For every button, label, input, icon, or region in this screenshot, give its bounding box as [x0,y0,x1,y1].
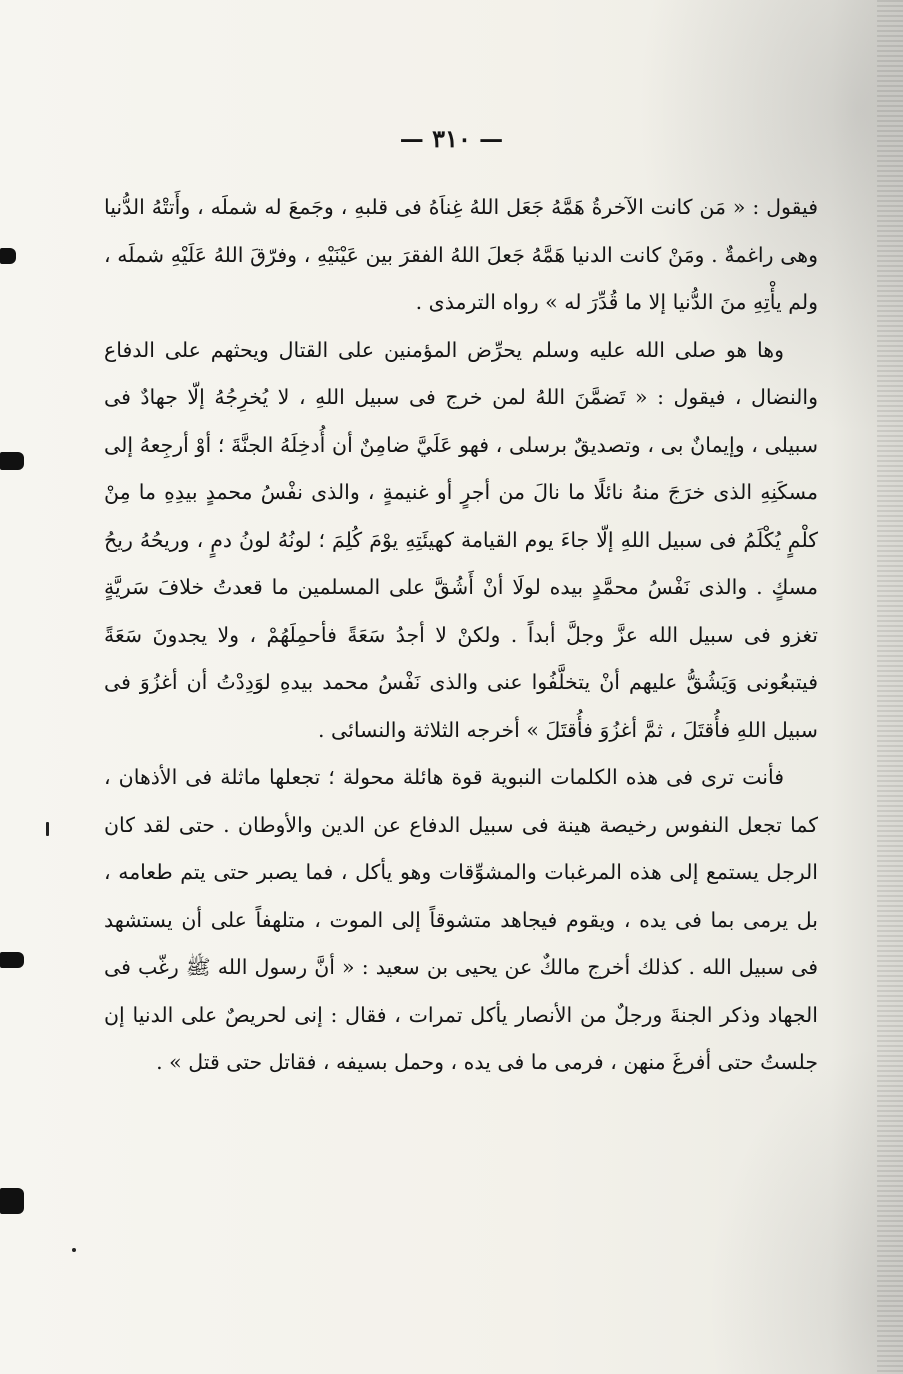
margin-ink-mark [0,952,24,968]
margin-ink-mark [0,452,24,470]
paragraph-2: وها هو صلى الله عليه وسلم يحرِّض المؤمنين على القتال ويحثهم على الدفاع والنضال ، فيقول : « تَضمَّنَ اللهُ لمن خرج فى سبيل اللهِ ، لا يُخرِجُهُ إلّا جهادٌ فى سبيلى ، وإيمانٌ بى ، وتصديقٌ برسلى ، فهو عَلَيَّ ضامِنٌ أن أُدخِلَهُ الجنَّةَ ؛ أوْ أرجِعهُ إلى مسكَنِهِ الذى خرَجَ منهُ نائلًا ما نالَ من أجرٍ أو غنيمةٍ ، والذى نفْسُ محمدٍ بيدِهِ ما مِنْ كلْمٍ يُكْلَمُ فى سبيل اللهِ إلّا جاءَ يوم القيامة كهيئَتِهِ يوْمَ كُلِمَ ؛ لونُهُ لونُ دمٍ ، وريحُهُ ريحُ مسكٍ . والذى نَفْسُ محمَّدٍ بيده لولَا أنْ أَشُقَّ على المسلمين ما قعدتُ خلافَ سَريَّةٍ تغزو فى سبيل الله عزَّ وجلَّ أبداً . ولكنْ لا أجدُ سَعَةً فأحمِلَهُمْ ، ولا يجدونَ سَعَةً فيتبعُونى وَيَشُقُّ عليهم أنْ يتخلَّفُوا عنى والذى نَفْسُ محمد بيدهِ لوَدِدْتُ أن أغزُوَ فى سبيل اللهِ فأُقتَلَ ، ثمَّ أغزُوَ فأُقتَلَ » أخرجه الثلاثة والنسائى . [104,337,818,742]
margin-speck [72,1248,76,1252]
body-text [104,184,818,1087]
page-number: — ٣١٠ — [399,124,504,153]
margin-ink-mark [0,248,16,264]
margin-speck [46,822,49,836]
margin-ink-mark [0,1188,24,1214]
paragraph-3: فأنت ترى فى هذه الكلمات النبوية قوة هائلة محولة ؛ تجعلها ماثلة فى الأذهان ، كما تجعل النفوس رخيصة هينة فى سبيل الدفاع عن الدين والأوطان . حتى لقد كان الرجل يستمع إلى هذه المرغبات والمشوِّقات وهو يأكل ، فما يصبر حتى يتم طعامه ، بل يرمى بما فى يده ، ويقوم فيجاهد متشوقاً إلى الموت ، متلهفاً على أن يستشهد فى سبيل الله . كذلك أخرج مالكٌ عن يحيى بن سعيد : « أنَّ رسول الله ﷺ رغّب فى الجهاد وذكر الجنةَ ورجلٌ من الأنصار يأكل تمرات ، فقال : إنى لحريصٌ على الدنيا إن جلستُ حتى أفرغَ منهن ، فرمى ما فى يده ، وحمل بسيفه ، فقاتل حتى قتل » . [104,765,818,1074]
page-edge-shadow [877,0,903,1374]
paragraph-1: فيقول : « مَن كانت الآخرةُ هَمَّهُ جَعَل اللهُ غِناَهُ فى قلبهِ ، وجَمعَ له شملَه ، وأَتتْهُ الدُّنيا وهى راغمةٌ . ومَنْ كانت الدنيا هَمَّهُ جَعلَ اللهُ الفقرَ بين عَيْنَيْهِ ، وفرّقَ اللهُ عَلَيْهِ شملَه ، ولم يأْتِهِ منَ الدُّنيا إلا ما قُدِّرَ له » رواه الترمذى . [104,195,818,314]
